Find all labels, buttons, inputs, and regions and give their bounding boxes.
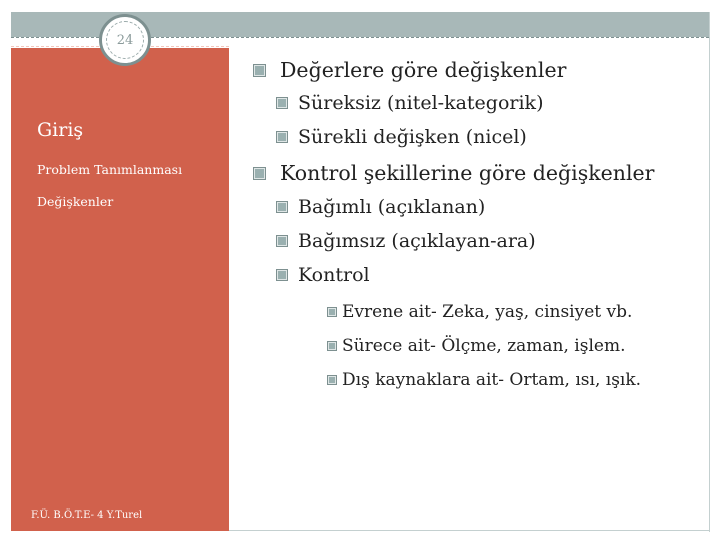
bullet-text: Sürekli değişken (nicel) <box>298 126 527 148</box>
bullet-text: Kontrol <box>298 264 370 286</box>
checkbox-square-bullet-icon <box>276 235 288 247</box>
checkbox-square-bullet-icon <box>327 375 337 385</box>
page-number-badge <box>99 14 151 66</box>
checkbox-square-bullet-icon <box>253 167 266 180</box>
checkbox-square-bullet-icon <box>327 341 337 351</box>
bullet-text: Evrene ait- Zeka, yaş, cinsiyet vb. <box>342 302 633 322</box>
bullet-text: Süreksiz (nitel-kategorik) <box>298 92 544 114</box>
checkbox-square-bullet-icon <box>276 97 288 109</box>
bullet-item <box>253 58 566 82</box>
sidebar-item-problem: Problem Tanımlanması <box>37 162 183 177</box>
sidebar-item-degiskenler: Değişkenler <box>37 194 114 209</box>
bullet-text: Kontrol şekillerine göre değişkenler <box>280 161 655 185</box>
bullet-text: Sürece ait- Ölçme, zaman, işlem. <box>342 336 626 356</box>
bullet-item <box>276 230 536 252</box>
bullet-item <box>327 370 641 390</box>
bullet-item <box>276 264 370 286</box>
sidebar-panel <box>11 48 229 531</box>
bullet-text: Bağımlı (açıklanan) <box>298 196 486 218</box>
checkbox-square-bullet-icon <box>276 269 288 281</box>
checkbox-square-bullet-icon <box>276 201 288 213</box>
bullet-text: Bağımsız (açıklayan-ara) <box>298 230 536 252</box>
bullet-text: Değerlere göre değişkenler <box>280 58 567 82</box>
slide-footer: F.Ü. B.Ö.T.E- 4 Y.Turel <box>31 510 143 521</box>
bullet-text: Dış kaynaklara ait- Ortam, ısı, ışık. <box>342 370 642 390</box>
sidebar-title: Giriş <box>37 119 84 141</box>
checkbox-square-bullet-icon <box>327 307 337 317</box>
bullet-item <box>276 126 527 148</box>
bullet-item <box>327 336 626 356</box>
bullet-item <box>276 92 543 114</box>
bullet-item <box>276 196 485 218</box>
checkbox-square-bullet-icon <box>253 64 266 77</box>
checkbox-square-bullet-icon <box>276 131 288 143</box>
right-border <box>709 12 710 532</box>
bullet-item <box>327 302 632 322</box>
page-number: 24 <box>116 33 134 48</box>
bullet-item <box>253 161 654 185</box>
